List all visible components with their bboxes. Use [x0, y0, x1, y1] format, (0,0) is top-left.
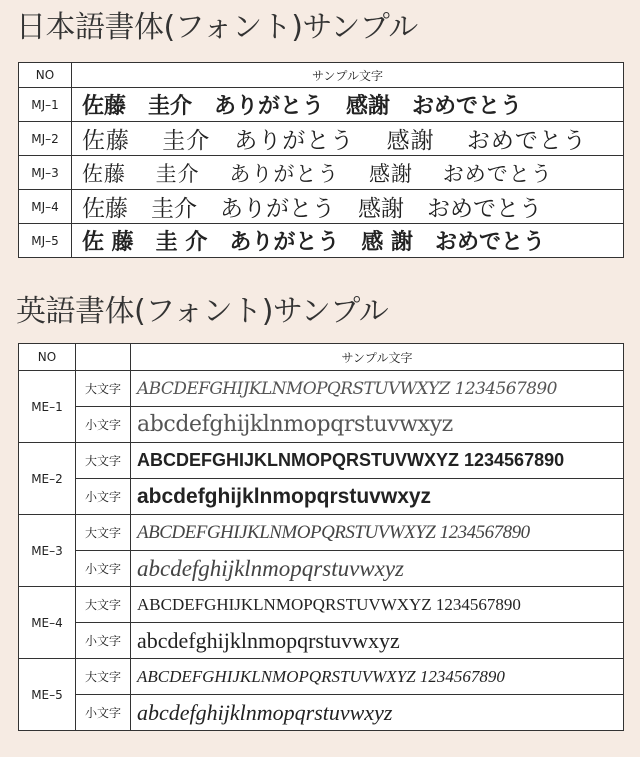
font-sample-text: 佐藤 圭介 ありがとう 感謝 おめでとう [72, 156, 624, 190]
font-code: ME–3 [19, 515, 76, 587]
table-row [19, 156, 624, 190]
font-code: MJ–4 [19, 190, 72, 224]
font-code: ME–1 [19, 371, 76, 443]
lowercase-label: 小文字 [76, 479, 131, 515]
font-sample-text: 佐藤 圭介 ありがとう 感謝 おめでとう [72, 122, 624, 156]
lowercase-sample: abcdefghijklnmopqrstuvwxyz [131, 695, 624, 731]
no-column-header: NO [19, 344, 76, 371]
lowercase-label: 小文字 [76, 623, 131, 659]
lowercase-sample: abcdefghijklnmopqrstuvwxyz [131, 623, 624, 659]
case-column-header [76, 344, 131, 371]
uppercase-label: 大文字 [76, 515, 131, 551]
uppercase-label: 大文字 [76, 587, 131, 623]
table-row [19, 407, 624, 443]
table-row [19, 88, 624, 122]
uppercase-label: 大文字 [76, 371, 131, 407]
sample-column-header: サンプル文字 [72, 63, 624, 88]
jp-section-heading: 日本語書体(フォント)サンプル [16, 10, 418, 45]
table-row [19, 551, 624, 587]
table-row [19, 587, 624, 623]
uppercase-label: 大文字 [76, 659, 131, 695]
font-code: MJ–3 [19, 156, 72, 190]
no-column-header: NO [19, 63, 72, 88]
table-row [19, 695, 624, 731]
table-header-row [19, 63, 624, 88]
table-header-row [19, 344, 624, 371]
font-code: MJ–5 [19, 224, 72, 258]
font-code: MJ–1 [19, 88, 72, 122]
table-row [19, 515, 624, 551]
font-code: ME–2 [19, 443, 76, 515]
jp-font-table [18, 62, 624, 258]
lowercase-sample: abcdefghijklnmopqrstuvwxyz [131, 479, 624, 515]
table-row [19, 479, 624, 515]
table-row [19, 443, 624, 479]
font-code: MJ–2 [19, 122, 72, 156]
uppercase-sample: ABCDEFGHIJKLNMOPQRSTUVWXYZ 1234567890 [131, 371, 624, 407]
table-row [19, 122, 624, 156]
table-row [19, 224, 624, 258]
uppercase-sample: ABCDEFGHIJKLNMOPQRSTUVWXYZ 1234567890 [131, 515, 624, 551]
font-sample-text: 佐藤 圭介 ありがとう 感謝 おめでとう [72, 88, 624, 122]
lowercase-label: 小文字 [76, 407, 131, 443]
uppercase-sample: ABCDEFGHIJKLNMOPQRSTUVWXYZ 1234567890 [131, 587, 624, 623]
table-row [19, 659, 624, 695]
lowercase-label: 小文字 [76, 551, 131, 587]
table-row [19, 190, 624, 224]
en-font-table [18, 343, 624, 731]
table-row [19, 623, 624, 659]
uppercase-label: 大文字 [76, 443, 131, 479]
font-sample-text: 佐 藤 圭 介 ありがとう 感 謝 おめでとう [72, 224, 624, 258]
uppercase-sample: ABCDEFGHIJKLNMOPQRSTUVWXYZ 1234567890 [131, 443, 624, 479]
lowercase-sample: abcdefghijklnmopqrstuvwxyz [131, 551, 624, 587]
uppercase-sample: ABCDEFGHIJKLNMOPQRSTUVWXYZ 1234567890 [131, 659, 624, 695]
sample-column-header: サンプル文字 [131, 344, 624, 371]
table-row [19, 371, 624, 407]
font-code: ME–4 [19, 587, 76, 659]
font-code: ME–5 [19, 659, 76, 731]
font-sample-text: 佐藤 圭介 ありがとう 感謝 おめでとう [72, 190, 624, 224]
en-section-heading: 英語書体(フォント)サンプル [16, 294, 389, 329]
lowercase-label: 小文字 [76, 695, 131, 731]
lowercase-sample: abcdefghijklnmopqrstuvwxyz [131, 407, 624, 443]
